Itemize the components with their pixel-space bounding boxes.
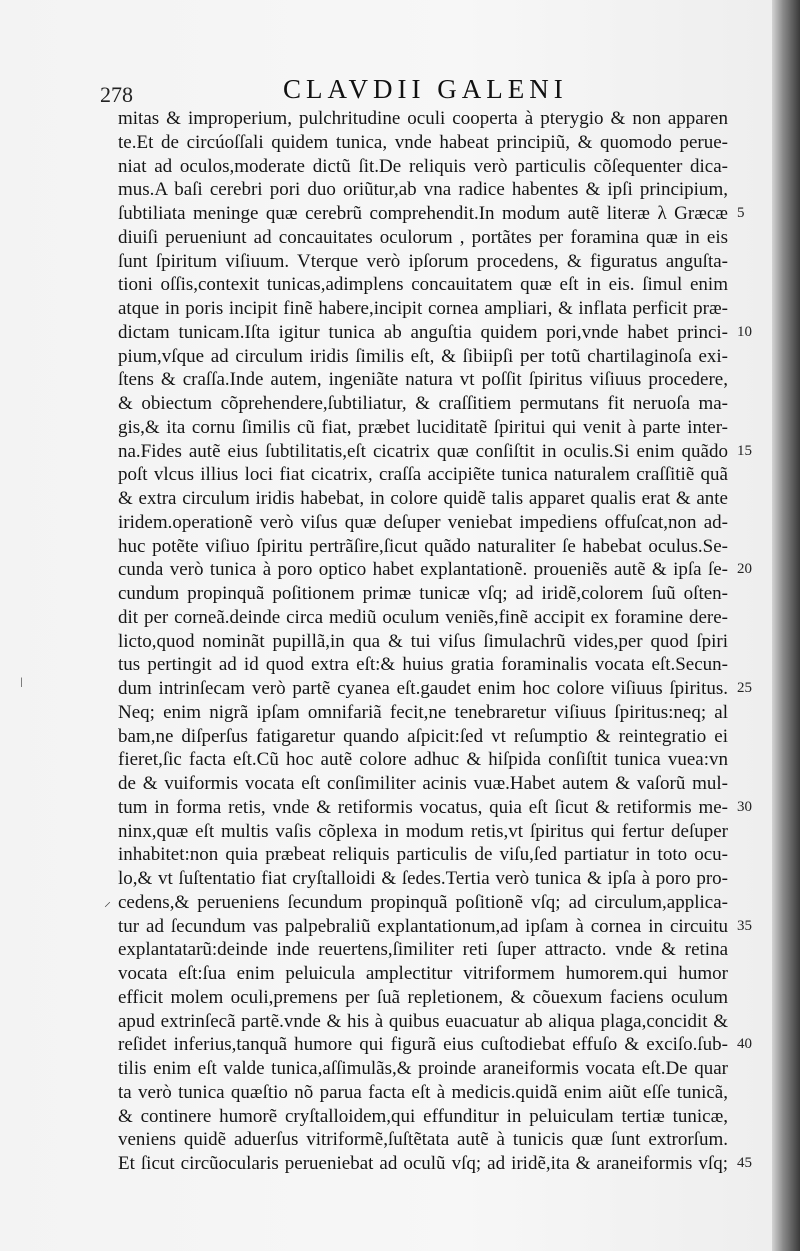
margin-pointer-mark: ⸝ — [104, 895, 111, 910]
text-line: Neq; enim nigrã ipſam omnifariã fecit,ne tenebraretur viſiuus ſpiritus:neq; al — [118, 701, 728, 723]
text-line: explantatarũ:deinde inde reuertens,ſimiliter reti ſuper attracto. vnde & retina — [118, 939, 728, 961]
text-line: inhabitet:non quia præbeat reliquis particulis de viſu,ſed partiatur in toto ocu- — [118, 844, 728, 866]
page-number: 278 — [100, 82, 133, 107]
text-line: huc potẽte viſiuo ſpiritu pertrãſire,ſicut quãdo naturaliter ſe habebat oculus.Se- — [118, 535, 728, 557]
text-line: cedens,& perueniens ſecundum propinquã poſitionẽ vſq; ad circulum,applica- — [118, 891, 728, 913]
body-text — [118, 107, 728, 1176]
text-line: iridem.operationẽ verò viſus quæ deſuper veniebat impediens offuſcat,non ad- — [118, 511, 728, 533]
text-line: Et ſicut circũocularis perueniebat ad oculũ vſq; ad iridẽ,ita & araneiformis vſq; — [118, 1153, 728, 1174]
margin-tick-mark: ǀ — [20, 676, 23, 691]
text-line: apud extrinſecã partẽ.vnde & his à quibus euacuatur ab aliqua plaga,concidit & — [118, 1010, 728, 1032]
text-line: fieret,ſic facta eſt.Cũ hoc autẽ colore adhuc & hiſpida conſiſtit tunica vuea:vn — [118, 749, 728, 771]
text-line: pium,vſque ad circulum iridis ſimilis eſt, & ſibiipſi per totũ chartilaginoſa exi- — [118, 345, 728, 367]
text-line: reſidet inferius,tanquã humore qui figurã eius cuſtodiebat effuſo & exciſo.ſub- — [118, 1034, 728, 1056]
page-edge-shadow — [772, 0, 800, 1251]
text-line: tur ad ſecundum vas palpebraliũ explantationum,ad ipſam à cornea in circuitu — [118, 915, 728, 937]
text-line: diuiſi perueniunt ad concauitates oculorum , portãtes per foramina quæ in eis — [118, 226, 728, 248]
text-line: bam,ne diſperſus fatigaretur quando aſpicit:ſed vt reſumptio & reintegratio ei — [118, 725, 728, 747]
text-line: ſubtiliata meninge quæ cerebrũ comprehendit.In modum autẽ literæ λ Græcæ — [118, 203, 728, 224]
line-number: 40 — [737, 1036, 752, 1053]
line-number: 5 — [737, 205, 745, 221]
text-line: gis,& ita cornu ſimilis cũ fiat, præbet luciditatẽ ſpiritui qui venit à parte inter- — [118, 416, 728, 438]
line-number: 15 — [737, 442, 752, 459]
text-line: ſtens & craſſa.Inde autem, ingeniãte natura vt poſſit ſpiritus viſiuus procedere, — [118, 369, 728, 391]
text-line: ninx,quæ eſt multis vaſis cõplexa in modum retis,vt ſpiritus qui fertur deſuper — [118, 820, 728, 842]
text-line: niat ad oculos,moderate dictũ ſit.De reliquis verò particulis cõſequenter dica- — [118, 155, 728, 177]
text-line: te.Et de circúoſſali quidem tunica, vnde habeat principiũ, & quomodo perue- — [118, 131, 728, 153]
text-line: veniens quidẽ aduerſus vitriformẽ,ſuſtẽtata autẽ à tunicis quæ ſunt extrorſum. — [118, 1129, 728, 1151]
text-line: cunda verò tunica à poro optico habet explantationẽ. proueniẽs autẽ & ipſa ſe- — [118, 559, 728, 581]
text-line: mus.A baſi cerebri pori duo oriũtur,ab vna radice habentes & ipſi principium, — [118, 179, 728, 201]
text-line: ta verò tunica quæſtio nõ parua facta eſt à medicis.quidã enim aiũt eſſe tunicã, — [118, 1081, 728, 1103]
text-line: vocata eſt:ſua enim peluicula amplectitur vitriformem humorem.qui humor — [118, 963, 728, 984]
text-line: dit per corneã.deinde circa mediũ oculum veniẽs,finẽ accipit ex foramine dere- — [118, 606, 728, 628]
text-line: tum in forma retis, vnde & retiformis vocatus, quia eſt ſicut & retiformis me- — [118, 796, 728, 818]
text-line: mitas & improperium, pulchritudine oculi cooperta à pterygio & non apparen — [118, 108, 728, 129]
text-line: tus pertingit ad id quod extra eſt:& huius gratia foraminalis vocata eſt.Secun- — [118, 654, 728, 676]
text-line: cundum propinquã poſitionem primæ tunicæ vſq; ad iridẽ,colorem ſuũ oſten- — [118, 583, 728, 604]
text-line: lo,& vt ſuſtentatio fiat cryſtalloidi & ſedes.Tertia verò tunica & ipſa à poro pro- — [118, 868, 728, 889]
text-line: tioni oſſis,contexit tunicas,adimplens concauitatem quæ eſt in eis. ſimul enim — [118, 274, 728, 296]
line-number: 30 — [737, 798, 752, 815]
running-title: CLAVDII GALENI — [283, 74, 568, 104]
text-line: & extra circulum iridis habebat, in colore quidẽ talis apparet qualis erat & ante — [118, 488, 728, 509]
text-line: licto,quod nominãt pupillã,in qua & tui viſus ſimulachrũ vides,per quod ſpiri — [118, 630, 728, 652]
text-line: atque in poris incipit finẽ habere,incipit cornea ampliari, & inflata perficit præ- — [118, 298, 728, 319]
text-line: & continere humorẽ cryſtalloidem,qui effunditur in peluiculam tertiæ tunicæ, — [118, 1105, 728, 1127]
line-number: 35 — [737, 917, 752, 934]
line-number: 25 — [737, 680, 752, 696]
text-line: na.Fides autẽ eius ſubtilitatis,eſt cicatrix quæ conſiſtit in oculis.Si enim quãdo — [118, 440, 728, 462]
line-number: 45 — [737, 1155, 752, 1171]
text-line: & obiectum cõprehendere,ſubtiliatur, & craſſitiem permutans fit neruoſa ma- — [118, 393, 728, 414]
text-line: efficit molem oculi,premens per ſuã repletionem, & cõuexum faciens oculum — [118, 986, 728, 1008]
text-line: poſt vlcus illius loci fiat cicatrix, craſſa accipiẽte tunica naturalem craſſitiẽ quã — [118, 464, 728, 486]
line-number: 20 — [737, 561, 752, 578]
line-number: 10 — [737, 323, 752, 340]
text-line: dum intrinſecam verò partẽ cyanea eſt.gaudet enim hoc colore viſiuus ſpiritus. — [118, 678, 728, 699]
text-line: ſunt ſpiritum viſiuum. Vterque verò ipſorum procedens, & figuratus anguſta- — [118, 250, 728, 272]
text-line: tilis enim eſt valde tunica,aſſimulãs,& proinde araneiformis vocata eſt.De quar — [118, 1058, 728, 1079]
text-line: dictam tunicam.Iſta igitur tunica ab anguſtia quidem pori,vnde habet princi- — [118, 321, 728, 343]
text-line: de & vuiformis vocata eſt conſimiliter acinis vuæ.Habet autem & vaſorũ mul- — [118, 773, 728, 794]
